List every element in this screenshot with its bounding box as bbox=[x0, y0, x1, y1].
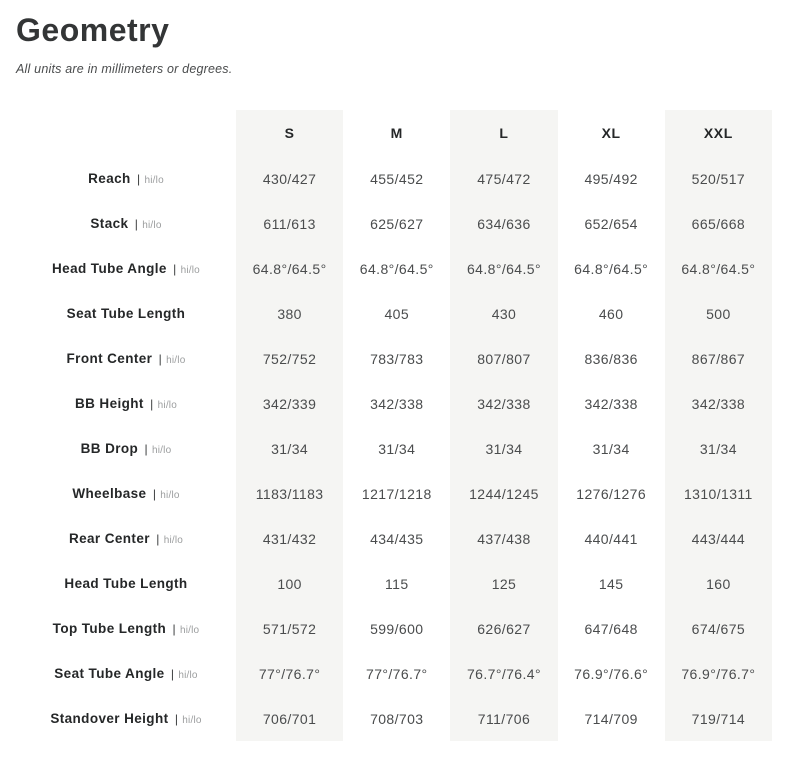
row-label-text: Seat Tube Angle bbox=[54, 665, 165, 681]
row-label-text: BB Drop bbox=[80, 440, 139, 456]
row-label bbox=[16, 291, 236, 336]
table-row bbox=[16, 291, 772, 336]
row-label-text: BB Height bbox=[74, 395, 144, 411]
hilo-suffix: hi/lo bbox=[142, 219, 162, 231]
geometry-value: 125 bbox=[450, 561, 557, 606]
geometry-value: 708/703 bbox=[370, 710, 424, 727]
geometry-table-body bbox=[16, 156, 772, 741]
row-label-text: Wheelbase bbox=[72, 485, 147, 501]
row-label-text: Rear Center bbox=[68, 530, 150, 546]
geometry-table-header bbox=[16, 110, 772, 156]
table-row bbox=[16, 381, 772, 426]
row-label bbox=[16, 156, 236, 201]
table-row bbox=[16, 606, 772, 651]
geometry-value: 440/441 bbox=[584, 530, 638, 547]
geometry-value: 460 bbox=[598, 305, 624, 322]
geometry-value: 31/34 bbox=[378, 440, 416, 457]
column-header-l: L bbox=[450, 110, 557, 156]
table-row bbox=[16, 336, 772, 381]
row-label bbox=[16, 381, 236, 426]
table-row bbox=[16, 516, 772, 561]
column-header-m: M bbox=[390, 125, 403, 141]
geometry-value: 64.8°/64.5° bbox=[665, 246, 772, 291]
geometry-value: 647/648 bbox=[584, 620, 638, 637]
geometry-value: 405 bbox=[384, 305, 410, 322]
row-label bbox=[16, 471, 236, 516]
geometry-value: 599/600 bbox=[370, 620, 424, 637]
label-separator: | bbox=[169, 261, 180, 276]
geometry-value: 752/752 bbox=[236, 336, 343, 381]
row-label bbox=[16, 246, 236, 291]
geometry-value: 706/701 bbox=[236, 696, 343, 741]
geometry-value: 665/668 bbox=[665, 201, 772, 246]
geometry-value: 1183/1183 bbox=[236, 471, 343, 516]
geometry-value: 31/34 bbox=[665, 426, 772, 471]
table-row bbox=[16, 651, 772, 696]
geometry-value: 77°/76.7° bbox=[236, 651, 343, 696]
corner-cell bbox=[16, 110, 236, 156]
hilo-suffix: hi/lo bbox=[163, 534, 184, 546]
geometry-value: 836/836 bbox=[584, 350, 638, 367]
row-label bbox=[16, 651, 236, 696]
hilo-suffix: hi/lo bbox=[166, 354, 186, 366]
geometry-value: 500 bbox=[665, 291, 772, 336]
geometry-value: 652/654 bbox=[584, 215, 638, 232]
geometry-value: 625/627 bbox=[370, 215, 424, 232]
geometry-value: 431/432 bbox=[236, 516, 343, 561]
row-label-text: Stack bbox=[90, 215, 129, 231]
geometry-value: 611/613 bbox=[236, 201, 343, 246]
geometry-table bbox=[16, 110, 772, 741]
row-label bbox=[16, 561, 236, 606]
row-label bbox=[16, 201, 236, 246]
row-label bbox=[16, 426, 236, 471]
geometry-value: 867/867 bbox=[665, 336, 772, 381]
row-label-text: Head Tube Angle bbox=[52, 260, 167, 276]
geometry-value: 342/339 bbox=[236, 381, 343, 426]
label-separator: | bbox=[171, 711, 182, 726]
geometry-value: 634/636 bbox=[450, 201, 557, 246]
geometry-value: 31/34 bbox=[236, 426, 343, 471]
geometry-value: 434/435 bbox=[370, 530, 424, 547]
label-separator: | bbox=[141, 441, 151, 456]
geometry-value: 342/338 bbox=[584, 395, 638, 412]
geometry-value: 31/34 bbox=[592, 440, 630, 457]
label-separator: | bbox=[169, 621, 179, 636]
table-row bbox=[16, 426, 772, 471]
row-label-text: Top Tube Length bbox=[52, 620, 167, 636]
geometry-value: 77°/76.7° bbox=[366, 665, 428, 682]
geometry-value: 495/492 bbox=[584, 170, 638, 187]
row-label-text: Front Center bbox=[66, 350, 153, 366]
hilo-suffix: hi/lo bbox=[179, 624, 200, 636]
row-label-text: Seat Tube Length bbox=[66, 305, 186, 321]
geometry-value: 64.8°/64.5° bbox=[574, 260, 649, 277]
geometry-value: 342/338 bbox=[450, 381, 557, 426]
geometry-value: 1244/1245 bbox=[450, 471, 557, 516]
column-header-xxl: XXL bbox=[665, 110, 772, 156]
geometry-value: 520/517 bbox=[665, 156, 772, 201]
geometry-value: 64.8°/64.5° bbox=[359, 260, 434, 277]
hilo-suffix: hi/lo bbox=[144, 174, 164, 186]
geometry-value: 455/452 bbox=[370, 170, 424, 187]
table-row bbox=[16, 201, 772, 246]
geometry-value: 711/706 bbox=[450, 696, 557, 741]
geometry-value: 571/572 bbox=[236, 606, 343, 651]
geometry-value: 443/444 bbox=[665, 516, 772, 561]
label-separator: | bbox=[131, 216, 142, 231]
column-header-s: S bbox=[236, 110, 343, 156]
label-separator: | bbox=[146, 396, 157, 411]
table-row bbox=[16, 696, 772, 741]
geometry-value: 626/627 bbox=[450, 606, 557, 651]
geometry-value: 342/338 bbox=[665, 381, 772, 426]
header-row bbox=[16, 110, 772, 156]
geometry-value: 64.8°/64.5° bbox=[450, 246, 557, 291]
hilo-suffix: hi/lo bbox=[178, 669, 198, 681]
geometry-value: 674/675 bbox=[665, 606, 772, 651]
geometry-value: 807/807 bbox=[450, 336, 557, 381]
page-subtitle: All units are in millimeters or degrees. bbox=[16, 62, 233, 76]
hilo-suffix: hi/lo bbox=[182, 714, 202, 726]
hilo-suffix: hi/lo bbox=[151, 444, 172, 456]
row-label bbox=[16, 606, 236, 651]
geometry-value: 115 bbox=[385, 575, 409, 592]
label-separator: | bbox=[133, 171, 144, 186]
geometry-value: 1217/1218 bbox=[361, 485, 432, 502]
geometry-value: 437/438 bbox=[450, 516, 557, 561]
table-row bbox=[16, 561, 772, 606]
row-label bbox=[16, 336, 236, 381]
geometry-value: 76.9°/76.7° bbox=[665, 651, 772, 696]
page-title: Geometry bbox=[16, 12, 170, 48]
row-label-text: Head Tube Length bbox=[64, 575, 188, 591]
geometry-value: 64.8°/64.5° bbox=[236, 246, 343, 291]
hilo-suffix: hi/lo bbox=[160, 489, 180, 501]
label-separator: | bbox=[167, 666, 178, 681]
table-row bbox=[16, 246, 772, 291]
table-row bbox=[16, 471, 772, 516]
geometry-value: 76.7°/76.4° bbox=[450, 651, 557, 696]
label-separator: | bbox=[155, 351, 166, 366]
geometry-value: 1310/1311 bbox=[665, 471, 772, 516]
geometry-value: 430 bbox=[450, 291, 557, 336]
geometry-value: 145 bbox=[598, 575, 624, 592]
geometry-value: 430/427 bbox=[236, 156, 343, 201]
geometry-value: 783/783 bbox=[370, 350, 424, 367]
geometry-value: 76.9°/76.6° bbox=[574, 665, 649, 682]
hilo-suffix: hi/lo bbox=[180, 264, 200, 276]
geometry-value: 719/714 bbox=[665, 696, 772, 741]
row-label-text: Reach bbox=[88, 170, 131, 186]
row-label bbox=[16, 696, 236, 741]
geometry-value: 31/34 bbox=[450, 426, 557, 471]
hilo-suffix: hi/lo bbox=[157, 399, 177, 411]
table-row bbox=[16, 156, 772, 201]
label-separator: | bbox=[149, 486, 160, 501]
label-separator: | bbox=[152, 531, 163, 546]
geometry-value: 160 bbox=[665, 561, 772, 606]
row-label bbox=[16, 516, 236, 561]
geometry-value: 714/709 bbox=[584, 710, 638, 727]
row-label-text: Standover Height bbox=[50, 710, 169, 726]
geometry-value: 100 bbox=[236, 561, 343, 606]
geometry-value: 380 bbox=[236, 291, 343, 336]
geometry-value: 475/472 bbox=[450, 156, 557, 201]
geometry-value: 1276/1276 bbox=[576, 485, 647, 502]
column-header-xl: XL bbox=[601, 125, 621, 141]
geometry-value: 342/338 bbox=[370, 395, 424, 412]
